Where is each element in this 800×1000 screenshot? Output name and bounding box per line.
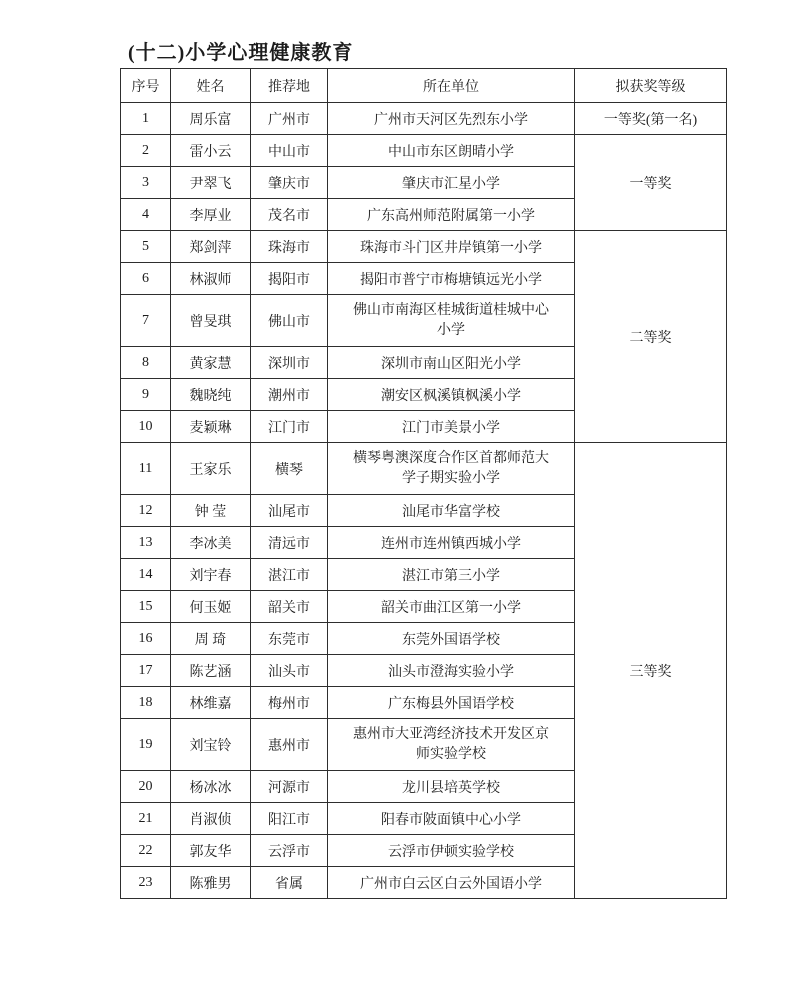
serial-cell: 3 bbox=[121, 167, 171, 199]
place-cell: 韶关市 bbox=[251, 591, 328, 623]
place-cell: 揭阳市 bbox=[251, 263, 328, 295]
place-cell: 东莞市 bbox=[251, 623, 328, 655]
unit-cell: 肇庆市汇星小学 bbox=[328, 167, 575, 199]
place-cell: 潮州市 bbox=[251, 379, 328, 411]
place-cell: 湛江市 bbox=[251, 559, 328, 591]
serial-cell: 8 bbox=[121, 347, 171, 379]
column-header-4: 拟获奖等级 bbox=[575, 69, 727, 103]
page-title: (十二)小学心理健康教育 bbox=[128, 42, 354, 64]
name-cell: 杨冰冰 bbox=[171, 771, 251, 803]
serial-cell: 23 bbox=[121, 867, 171, 899]
name-cell: 周乐富 bbox=[171, 103, 251, 135]
unit-text: 惠州市大亚湾经济技术开发区京师实验学校 bbox=[353, 726, 549, 762]
table-row bbox=[121, 231, 727, 263]
name-cell: 黄家慧 bbox=[171, 347, 251, 379]
unit-cell: 中山市东区朗晴小学 bbox=[328, 135, 575, 167]
name-cell: 郑剑萍 bbox=[171, 231, 251, 263]
name-cell: 周 琦 bbox=[171, 623, 251, 655]
award-cell: 三等奖 bbox=[575, 443, 727, 899]
place-cell: 省属 bbox=[251, 867, 328, 899]
unit-cell: 广东高州师范附属第一小学 bbox=[328, 199, 575, 231]
serial-cell: 13 bbox=[121, 527, 171, 559]
serial-cell: 15 bbox=[121, 591, 171, 623]
place-cell: 河源市 bbox=[251, 771, 328, 803]
name-cell: 麦颖琳 bbox=[171, 411, 251, 443]
unit-cell: 龙川县培英学校 bbox=[328, 771, 575, 803]
table-row bbox=[121, 103, 727, 135]
name-cell: 陈艺涵 bbox=[171, 655, 251, 687]
unit-cell: 东莞外国语学校 bbox=[328, 623, 575, 655]
column-header-2: 推荐地 bbox=[251, 69, 328, 103]
name-cell: 李厚业 bbox=[171, 199, 251, 231]
table-header-row bbox=[121, 69, 727, 103]
award-cell: 一等奖(第一名) bbox=[575, 103, 727, 135]
table-body bbox=[121, 103, 727, 899]
serial-cell: 5 bbox=[121, 231, 171, 263]
column-header-0: 序号 bbox=[121, 69, 171, 103]
serial-cell: 6 bbox=[121, 263, 171, 295]
name-cell: 雷小云 bbox=[171, 135, 251, 167]
serial-cell: 22 bbox=[121, 835, 171, 867]
name-cell: 何玉姬 bbox=[171, 591, 251, 623]
serial-cell: 7 bbox=[121, 295, 171, 347]
name-cell: 郭友华 bbox=[171, 835, 251, 867]
serial-cell: 2 bbox=[121, 135, 171, 167]
name-cell: 刘宝铃 bbox=[171, 719, 251, 771]
place-cell: 清远市 bbox=[251, 527, 328, 559]
place-cell: 梅州市 bbox=[251, 687, 328, 719]
unit-cell: 云浮市伊顿实验学校 bbox=[328, 835, 575, 867]
name-cell: 林淑师 bbox=[171, 263, 251, 295]
column-header-3: 所在单位 bbox=[328, 69, 575, 103]
unit-cell: 阳春市陂面镇中心小学 bbox=[328, 803, 575, 835]
unit-cell bbox=[328, 443, 575, 495]
unit-cell: 珠海市斗门区井岸镇第一小学 bbox=[328, 231, 575, 263]
name-cell: 王家乐 bbox=[171, 443, 251, 495]
serial-cell: 18 bbox=[121, 687, 171, 719]
serial-cell: 14 bbox=[121, 559, 171, 591]
unit-cell: 揭阳市普宁市梅塘镇远光小学 bbox=[328, 263, 575, 295]
unit-cell: 汕尾市华富学校 bbox=[328, 495, 575, 527]
unit-cell: 潮安区枫溪镇枫溪小学 bbox=[328, 379, 575, 411]
place-cell: 江门市 bbox=[251, 411, 328, 443]
place-cell: 深圳市 bbox=[251, 347, 328, 379]
serial-cell: 16 bbox=[121, 623, 171, 655]
unit-cell bbox=[328, 719, 575, 771]
unit-cell: 湛江市第三小学 bbox=[328, 559, 575, 591]
serial-cell: 4 bbox=[121, 199, 171, 231]
table-row bbox=[121, 135, 727, 167]
place-cell: 广州市 bbox=[251, 103, 328, 135]
unit-text: 佛山市南海区桂城街道桂城中心小学 bbox=[353, 302, 549, 338]
serial-cell: 11 bbox=[121, 443, 171, 495]
name-cell: 陈雅男 bbox=[171, 867, 251, 899]
name-cell: 林维嘉 bbox=[171, 687, 251, 719]
place-cell: 茂名市 bbox=[251, 199, 328, 231]
name-cell: 曾旻琪 bbox=[171, 295, 251, 347]
place-cell: 云浮市 bbox=[251, 835, 328, 867]
name-cell: 魏晓纯 bbox=[171, 379, 251, 411]
name-cell: 刘宇春 bbox=[171, 559, 251, 591]
name-cell: 李冰美 bbox=[171, 527, 251, 559]
awards-table bbox=[120, 68, 727, 899]
unit-cell bbox=[328, 295, 575, 347]
place-cell: 中山市 bbox=[251, 135, 328, 167]
place-cell: 珠海市 bbox=[251, 231, 328, 263]
place-cell: 阳江市 bbox=[251, 803, 328, 835]
award-cell: 二等奖 bbox=[575, 231, 727, 443]
serial-cell: 9 bbox=[121, 379, 171, 411]
serial-cell: 1 bbox=[121, 103, 171, 135]
column-header-1: 姓名 bbox=[171, 69, 251, 103]
award-cell: 一等奖 bbox=[575, 135, 727, 231]
unit-cell: 连州市连州镇西城小学 bbox=[328, 527, 575, 559]
serial-cell: 20 bbox=[121, 771, 171, 803]
serial-cell: 19 bbox=[121, 719, 171, 771]
unit-cell: 广州市白云区白云外国语小学 bbox=[328, 867, 575, 899]
serial-cell: 10 bbox=[121, 411, 171, 443]
unit-cell: 广东梅县外国语学校 bbox=[328, 687, 575, 719]
name-cell: 肖淑侦 bbox=[171, 803, 251, 835]
name-cell: 钟 莹 bbox=[171, 495, 251, 527]
place-cell: 肇庆市 bbox=[251, 167, 328, 199]
serial-cell: 21 bbox=[121, 803, 171, 835]
name-cell: 尹翠飞 bbox=[171, 167, 251, 199]
unit-cell: 深圳市南山区阳光小学 bbox=[328, 347, 575, 379]
unit-cell: 汕头市澄海实验小学 bbox=[328, 655, 575, 687]
table-row bbox=[121, 443, 727, 495]
unit-cell: 韶关市曲江区第一小学 bbox=[328, 591, 575, 623]
place-cell: 汕头市 bbox=[251, 655, 328, 687]
serial-cell: 17 bbox=[121, 655, 171, 687]
unit-cell: 广州市天河区先烈东小学 bbox=[328, 103, 575, 135]
place-cell: 佛山市 bbox=[251, 295, 328, 347]
place-cell: 惠州市 bbox=[251, 719, 328, 771]
place-cell: 横琴 bbox=[251, 443, 328, 495]
place-cell: 汕尾市 bbox=[251, 495, 328, 527]
unit-cell: 江门市美景小学 bbox=[328, 411, 575, 443]
unit-text: 横琴粤澳深度合作区首都师范大学子期实验小学 bbox=[353, 450, 549, 486]
serial-cell: 12 bbox=[121, 495, 171, 527]
